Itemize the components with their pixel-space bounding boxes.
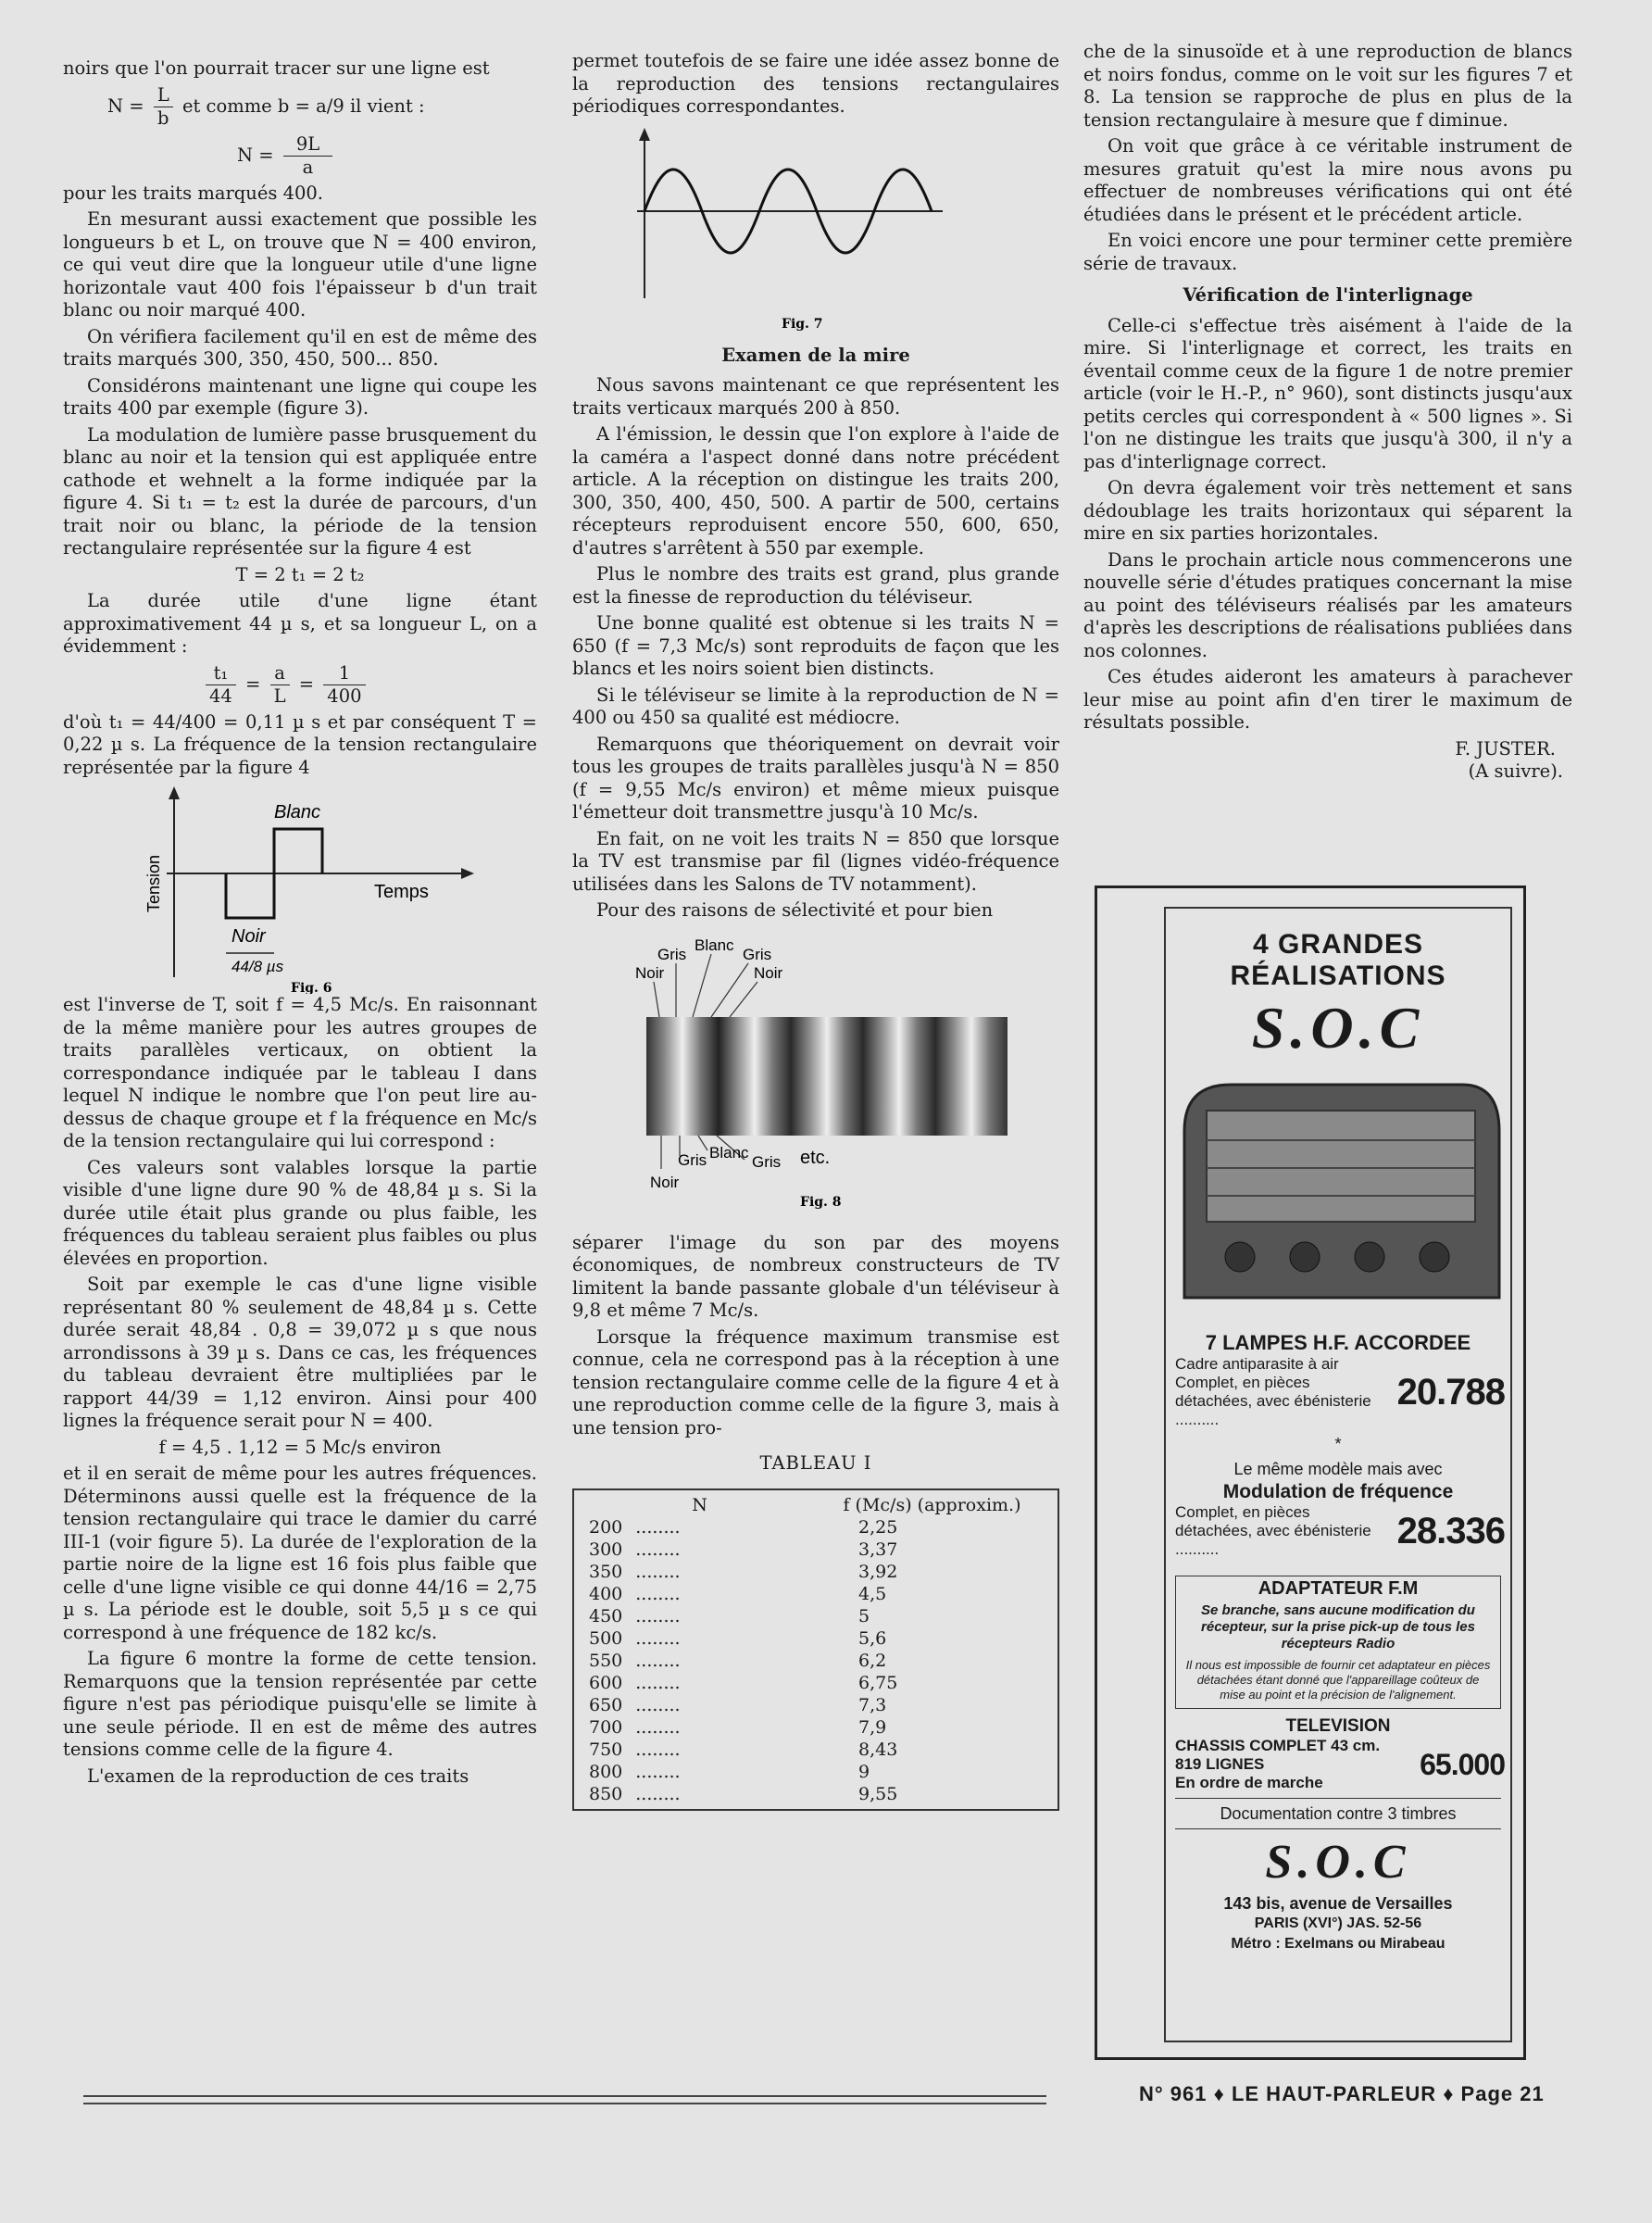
ad-offer-desc: Cadre antiparasite à air Complet, en pièces détachées, avec ébénisterie .......... (1175, 1355, 1371, 1428)
paragraph: Si le téléviseur se limite à la reproduction de N = 400 ou 450 sa qualité est médiocre. (572, 684, 1059, 728)
paragraph: On vérifiera facilement qu'il en est de même des traits marqués 300, 350, 450, 500... 850. (63, 325, 537, 370)
ad-offer-desc: Complet, en pièces détachées, avec ébénisterie .......... (1175, 1503, 1371, 1558)
divider (1175, 1798, 1501, 1799)
equation-n-9l-over-a: N = $\frac{9L}{a}$ (63, 133, 537, 179)
section-heading: Examen de la mire (721, 344, 910, 366)
ad-address: 143 bis, avenue de Versailles (1223, 1894, 1453, 1913)
table-row (583, 1739, 1048, 1761)
footer-rule (83, 2095, 1046, 2104)
ad-offer-2 (1166, 1503, 1510, 1559)
figure-8-caption: Fig. 8 (800, 1194, 842, 1210)
ad-separator-star: * (1334, 1435, 1342, 1453)
divider (1175, 1828, 1501, 1829)
cell-n: 400 ........ (589, 1583, 681, 1604)
table-row (583, 1583, 1048, 1605)
cell-f: 7,3 (858, 1694, 887, 1715)
header-f: f (Mc/s) (approxim.) (843, 1494, 1021, 1515)
cell-f: 6,2 (858, 1650, 887, 1671)
ad-city-phone: PARIS (XVI°) JAS. 52-56 (1254, 1915, 1422, 1931)
ad-adapter-title: ADAPTATEUR F.M (1253, 1580, 1424, 1597)
ad-offer-1 (1166, 1355, 1510, 1429)
paragraph: che de la sinusoïde et à une reproduction de blancs et noirs fondus, comme on le voit sur les figures 7 et 8. La tension se rapproche de plus en plus de la tension rectangulaire à mesure que f diminue. (1083, 41, 1572, 131)
table-header (583, 1494, 1048, 1516)
column-2 (572, 50, 1059, 1811)
frequency-table (583, 1494, 1048, 1805)
figure-7-sinusoid (572, 122, 1059, 335)
paragraph: La figure 6 montre la forme de cette tension. Remarquons que la tension représentée par cette figure n'est pas périodique puisqu'elle se limite à une seule période. Il en est de même des autres tensions comme celle de la figure 4. (63, 1648, 537, 1760)
stripe-pattern (646, 1017, 1007, 1136)
cell-n: 700 ........ (589, 1716, 681, 1738)
cell-f: 9,55 (858, 1783, 898, 1804)
ad-metro: Métro : Exelmans ou Mirabeau (1231, 1936, 1446, 1952)
paragraph: Ces valeurs sont valables lorsque la partie visible d'une ligne dure 90 % de 48,84 µ s. Si la durée utile était plus grande ou plus faible, les fréquences du tableau seraient plus faibles ou plus élevées en proportion. (63, 1156, 537, 1269)
label-temps: Temps (374, 882, 429, 902)
paragraph: Une bonne qualité est obtenue si les traits N = 650 (f = 7,3 Mc/s) sont reproduits de façon que les blancs et les noirs soient bien distincts. (572, 612, 1059, 679)
table-row (583, 1761, 1048, 1783)
table-1 (572, 1488, 1059, 1811)
ad-television: TELEVISION (1285, 1716, 1391, 1736)
radio-knob (1420, 1242, 1449, 1272)
paragraph: Pour des raisons de sélectivité et pour bien (596, 899, 994, 921)
cell-f: 6,75 (858, 1672, 898, 1693)
to-be-continued: (A suivre). (1468, 760, 1563, 782)
cell-f: 7,9 (858, 1716, 887, 1738)
ad-panel (1164, 907, 1512, 2042)
ad-logo-2: S.O.C (1265, 1836, 1411, 1889)
label-gris-top-right: Gris (743, 945, 772, 963)
cell-n: 650 ........ (589, 1694, 681, 1715)
table-row (583, 1605, 1048, 1627)
cell-n: 600 ........ (589, 1672, 681, 1693)
cell-n: 750 ........ (589, 1739, 681, 1760)
ad-adapter-note: Il nous est impossible de fournir cet adaptateur en pièces détachées étant donné que l'appareillage coûteux de mise au point et la précision de l'alignement. (1185, 1658, 1491, 1702)
paragraph: séparer l'image du son par des moyens économiques, de nombreux constructeurs de TV limitent la bande passante globale d'un téléviseur à 9,8 et même 7 Mc/s. (572, 1231, 1059, 1321)
radio-knob (1225, 1242, 1255, 1272)
pointer-line (730, 982, 757, 1017)
ad-chassis: CHASSIS COMPLET 43 cm. (1175, 1737, 1381, 1754)
ad-adapter-text: Se branche, sans aucune modification du récepteur, sur la prise pick-up de tous les récepteurs Radio (1201, 1602, 1475, 1652)
paragraph: La modulation de lumière passe brusquement du blanc au noir et la tension qui est appliquée entre cathode et wehnelt a la forme indiquée par la figure 4. Si t₁ = t₂ est la durée de parcours, d'un trait noir ou blanc, la période de la tension rectangulaire représentée sur la figure 4 est (63, 423, 537, 559)
footer-text: N° 961 ♦ LE HAUT-PARLEUR ♦ Page 21 (1139, 2082, 1545, 2105)
table-row (583, 1716, 1048, 1739)
ad-headline: 4 GRANDES RÉALISATIONS (1230, 929, 1446, 991)
paragraph: d'où t₁ = 44/400 = 0,11 µ s et par conséquent T = 0,22 µ s. La fréquence de la tension rectangulaire représentée par la figure 4 (63, 710, 537, 778)
label-noir-top-left: Noir (635, 963, 665, 982)
paragraph: En fait, on ne voit les traits N = 850 que lorsque la TV est transmise par fil (lignes vidéo-fréquence utilisées dans les Salons de TV notamment). (572, 827, 1059, 895)
cell-f: 3,37 (858, 1539, 898, 1560)
ad-ordre: En ordre de marche (1175, 1774, 1323, 1791)
label-gris-bottom-left: Gris (678, 1150, 707, 1169)
label-etc: etc. (800, 1147, 831, 1168)
label-noir: Noir (232, 926, 266, 947)
pointer-line (654, 982, 659, 1017)
table-row (583, 1650, 1048, 1672)
paragraph: La durée utile d'une ligne étant approximativement 44 µ s, et sa longueur L, on a évidemment : (63, 590, 537, 657)
cell-n: 500 ........ (589, 1627, 681, 1649)
cell-n: 850 ........ (589, 1783, 681, 1804)
cell-n: 450 ........ (589, 1605, 681, 1626)
advertisement (1095, 885, 1526, 2060)
label-gris-bottom-right: Gris (752, 1152, 782, 1171)
paragraph: En mesurant aussi exactement que possible les longueurs b et L, on trouve que N = 400 environ, ce qui veut dire que la longueur utile d'une ligne horizontale vaut 400 fois l'épaisseur b d'un trait blanc ou noir marqué 400. (63, 208, 537, 320)
cell-f: 9 (858, 1761, 870, 1782)
header-n: N (692, 1494, 707, 1515)
table-row (583, 1694, 1048, 1716)
ad-product-line: 7 LAMPES H.F. ACCORDEE (1205, 1331, 1471, 1354)
figure-6-rectangular-pulse (63, 783, 537, 994)
ad-documentation: Documentation contre 3 timbres (1220, 1804, 1457, 1823)
ad-text-bold: Modulation de fréquence (1222, 1481, 1454, 1502)
cell-f: 8,43 (858, 1739, 898, 1760)
paragraph: noirs que l'on pourrait tracer sur une ligne est (63, 57, 490, 79)
y-axis-arrow (639, 128, 650, 141)
ad-price-1: 20.788 (1396, 1371, 1505, 1413)
equation-period: T = 2 t₁ = 2 t₂ (235, 563, 365, 585)
x-axis-arrow (461, 868, 474, 879)
paragraph: et il en serait de même pour les autres fréquences. Déterminons aussi quelle est la fréquence de la tension rectangulaire qui trace le damier du carré III-1 (voir figure 5). La durée de l'exploration de la partie noire de la ligne est 16 fois plus faible que celle d'une ligne visible ce qui donne 44/16 = 2,75 µ s. La période est le double, soit 5,5 µ s ce qui correspond à une fréquence de 182 kc/s. (63, 1463, 537, 1643)
table-row (583, 1672, 1048, 1694)
label-noir-bottom: Noir (650, 1173, 680, 1191)
ad-text: Le même modèle mais avec (1233, 1460, 1443, 1478)
pointer-line (711, 963, 748, 1017)
ad-price-3: 65.000 (1420, 1747, 1505, 1781)
radio-set-image (1166, 1066, 1510, 1325)
equation-ratio: $\frac{\text{t₁}}{44}$ = $\frac{a}{L}$ = $\frac{1}{400}$ (63, 662, 537, 708)
section-heading: Vérification de l'interlignage (1183, 284, 1473, 306)
cell-f: 3,92 (858, 1561, 898, 1582)
figure-8-stripes (572, 926, 1059, 1232)
label-duration: 44/8 µs (232, 958, 284, 975)
pointer-line (693, 954, 711, 1017)
radio-grille (1207, 1111, 1475, 1222)
table-row (583, 1561, 1048, 1583)
author: F. JUSTER. (1455, 737, 1556, 760)
y-axis-arrow (169, 786, 180, 799)
cell-n: 200 ........ (589, 1516, 681, 1538)
paragraph: En voici encore une pour terminer cette première série de travaux. (1083, 230, 1572, 274)
pointer-line (698, 1136, 707, 1150)
cell-n: 350 ........ (589, 1561, 681, 1582)
cell-f: 5 (858, 1605, 870, 1626)
ad-offer-3 (1166, 1737, 1510, 1792)
ad-lignes: 819 LIGNES (1175, 1755, 1265, 1773)
equation-frequency: f = 4,5 . 1,12 = 5 Mc/s environ (158, 1436, 442, 1458)
cell-n: 550 ........ (589, 1650, 681, 1671)
ad-logo: S.O.C (1251, 995, 1425, 1061)
ad-adapter-box (1175, 1576, 1501, 1709)
label-tension: Tension (144, 854, 163, 912)
label-blanc-bottom: Blanc (709, 1143, 749, 1162)
label-blanc: Blanc (274, 802, 321, 823)
cell-f: 5,6 (858, 1627, 887, 1649)
cell-n: 300 ........ (589, 1539, 681, 1560)
paragraph: Remarquons que théoriquement on devrait voir tous les groupes de traits parallèles jusqu'à N = 850 (f = 9,55 Mc/s environ) et même mieux puisque l'émetteur doit transmettre jusqu'à 10 Mc/s. (572, 733, 1059, 823)
column-1 (63, 57, 537, 1791)
paragraph: Celle-ci s'effectue très aisément à l'aide de la mire. Si l'interlignage et correct, les traits en éventail comme ceux de la figure 1 de notre premier article (voir le H.-P., n° 960), sont distincts jusqu'aux petits cercles qui correspondent à « 500 lignes ». Si l'on ne distingue les traits que jusqu'à 300, il n'y a pas d'interlignage correct. (1083, 314, 1572, 472)
radio-knob (1355, 1242, 1384, 1272)
paragraph: Lorsque la fréquence maximum transmise est connue, cela ne correspond pas à la réception à une tension rectangulaire comme celle de la figure 4 et à une reproduction comme celle de la figure 3, mais à une tension pro- (572, 1325, 1059, 1438)
paragraph: Ces études aideront les amateurs à parachever leur mise au point afin d'en tirer le maximum de résultats possible. (1083, 666, 1572, 733)
label-blanc-top: Blanc (695, 936, 734, 954)
paragraph: Dans le prochain article nous commencerons une nouvelle série d'études pratiques concernant la mise au point des téléviseurs réalisés par les amateurs d'après les descriptions de réalisations publiées dans nos colonnes. (1083, 548, 1572, 661)
ad-price-2: 28.336 (1396, 1510, 1505, 1551)
paragraph: pour les traits marqués 400. (63, 182, 323, 204)
paragraph: A l'émission, le dessin que l'on explore à l'aide de la caméra a l'aspect donné dans notre précédent article. A la réception on distingue les traits 200, 300, 350, 400, 450, 500. A partir de 500, certains récepteurs reproduisent encore 550, 600, 650, d'autres s'arrêtent à 550 par exemple. (572, 423, 1059, 559)
label-noir-top-right: Noir (754, 963, 783, 982)
cell-f: 4,5 (858, 1583, 887, 1604)
table-row (583, 1539, 1048, 1561)
table-row (583, 1627, 1048, 1650)
paragraph: On voit que grâce à ce véritable instrument de mesures gratuit qu'est la mire nous avons pu effectuer de nombreuses vérifications qui ont été étudiées dans le présent et le précédent article. (1083, 135, 1572, 225)
table-row (583, 1516, 1048, 1539)
paragraph: L'examen de la reproduction de ces traits (87, 1765, 469, 1787)
paragraph: est l'inverse de T, soit f = 4,5 Mc/s. En raisonnant de la même manière pour les autres groupes de traits parallèles verticaux, on obtient la correspondance indiquée par le tableau I dans lequel N indique le nombre que l'on peut lire au-dessus de chaque groupe et f la fréquence en Mc/s de la tension rectangulaire qui lui correspond : (63, 994, 537, 1151)
paragraph: Considérons maintenant une ligne qui coupe les traits 400 par exemple (figure 3). (63, 374, 537, 419)
equation-n-l-over-b: N = $\frac{L}{b}$ et comme b = a/9 il vient : (107, 83, 425, 129)
page-footer (83, 2082, 1583, 2110)
label-gris-top-left: Gris (657, 945, 687, 963)
paragraph: permet toutefois de se faire une idée assez bonne de la reproduction des tensions rectangulaires périodiques correspondantes. (572, 50, 1059, 117)
radio-knob (1290, 1242, 1320, 1272)
cell-f: 2,25 (858, 1516, 898, 1538)
paragraph: Nous savons maintenant ce que représentent les traits verticaux marqués 200 à 850. (572, 374, 1059, 419)
table-title: TABLEAU I (759, 1452, 872, 1474)
figure-7-caption: Fig. 7 (782, 316, 823, 332)
column-3 (1083, 41, 1572, 784)
cell-n: 800 ........ (589, 1761, 681, 1782)
paragraph: Plus le nombre des traits est grand, plus grande est la finesse de reproduction du téléviseur. (572, 563, 1059, 608)
paragraph: On devra également voir très nettement et sans dédoublage les traits horizontaux qui séparent la mire en six parties horizontales. (1083, 477, 1572, 544)
figure-6-caption: Fig. 6 (291, 981, 332, 994)
paragraph: Soit par exemple le cas d'une ligne visible représentant 80 % seulement de 48,84 µ s. Cette durée serait 48,84 . 0,8 = 39,072 µ s que nous arrondissons à 39 µ s. Dans ce cas, les fréquences du tableau devraient être multipliées par le rapport 44/39 = 1,12 environ. Ainsi pour 400 lignes la fréquence serait pour N = 400. (63, 1274, 537, 1431)
table-row (583, 1783, 1048, 1805)
